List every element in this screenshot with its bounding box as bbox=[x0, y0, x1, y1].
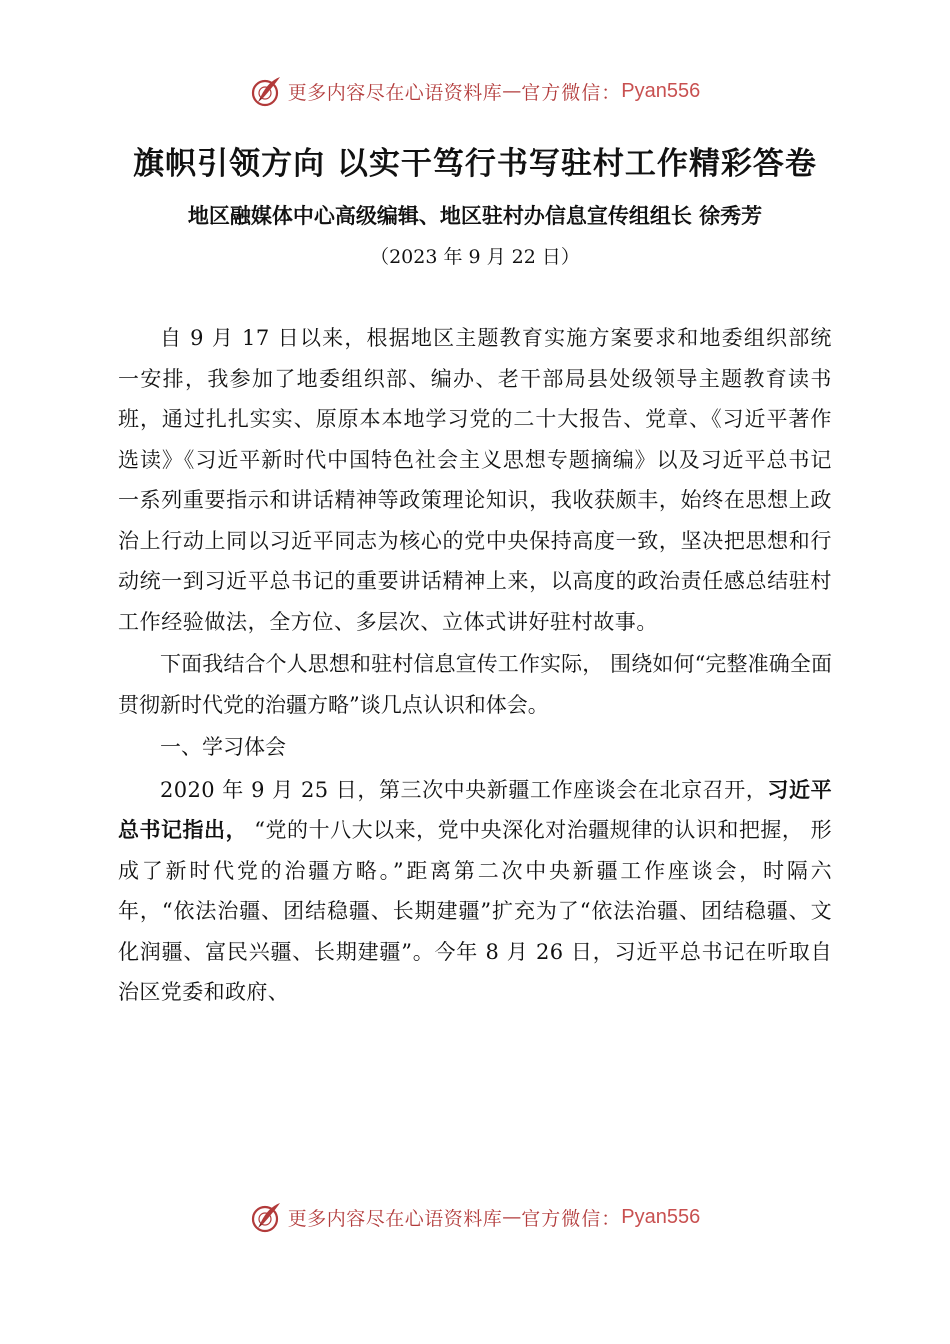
section-heading-1: 一、学习体会 bbox=[160, 735, 286, 759]
paragraph-1: 自 9 月 17 日以来，根据地区主题教育实施方案要求和地委组织部统一安排，我参加了地委组织部、编办、老干部局县处级领导主题教育读书班，通过扎扎实实、原原本本地学习党的二十大报告、党章、《习近平著作选读》《习近平新时代中国特色社会主义思想专题摘编》以及习近平总书记一系列重要指示和讲话精神等政策理论知识，我收获颇丰，始终在思想上政治上行动上同以习近平同志为核心的党中央保持高度一致，坚决把思想和行动统一到习近平总书记的重要讲话精神上来，以高度的政治责任感总结驻村工作经验做法，全方位、多层次、立体式讲好驻村故事。 bbox=[118, 326, 832, 634]
quill-pen-icon bbox=[250, 74, 284, 108]
paragraph-3-bold-phrase: 习近平总书记指出， bbox=[118, 777, 832, 842]
banner-wechat-label: 官方微信： bbox=[521, 1207, 622, 1230]
banner-brand-text: 更多内容尽在心语资料库 bbox=[287, 81, 503, 104]
paragraph-2: 下面我结合个人思想和驻村信息宣传工作实际， 围绕如何“完整准确全面贯彻新时代党的治疆方略”谈几点认识和体会。 bbox=[118, 652, 832, 717]
document-date: （2023 年 9 月 22 日） bbox=[370, 246, 580, 268]
document-body bbox=[118, 318, 832, 1013]
paragraph-3-rest: “党的十八大以来，党中央深化对治疆规律的认识和把握， 形成了新时代党的治疆方略。”距离第二次中央新疆工作座谈会，时隔六年，“依法治疆、团结稳疆、长期建疆”扩充为了“依法治疆、团结稳疆、文化润疆、富民兴疆、长期建疆”。今年 8 月 26 日，习近平总书记在听取自治区党委和政府、 bbox=[118, 818, 832, 1004]
banner-separator: — bbox=[502, 80, 522, 102]
footer-banner bbox=[0, 1200, 950, 1234]
document-byline: 地区融媒体中心高级编辑、地区驻村办信息宣传组组长 徐秀芳 bbox=[187, 204, 763, 228]
banner-wechat-label: 官方微信： bbox=[521, 81, 622, 104]
paragraph-3-lead: 2020 年 9 月 25 日，第三次中央新疆工作座谈会在北京召开， bbox=[160, 777, 768, 802]
banner-separator: — bbox=[502, 1206, 522, 1228]
quill-pen-icon bbox=[250, 1200, 284, 1234]
banner-wechat-id: Pyan556 bbox=[621, 79, 701, 102]
banner-brand-text: 更多内容尽在心语资料库 bbox=[287, 1207, 503, 1230]
paragraph-3 bbox=[118, 770, 832, 1013]
document-title: 旗帜引领方向 以实干笃行书写驻村工作精彩答卷 bbox=[133, 146, 817, 182]
banner-wechat-id: Pyan556 bbox=[621, 1205, 701, 1228]
header-banner bbox=[0, 74, 950, 108]
